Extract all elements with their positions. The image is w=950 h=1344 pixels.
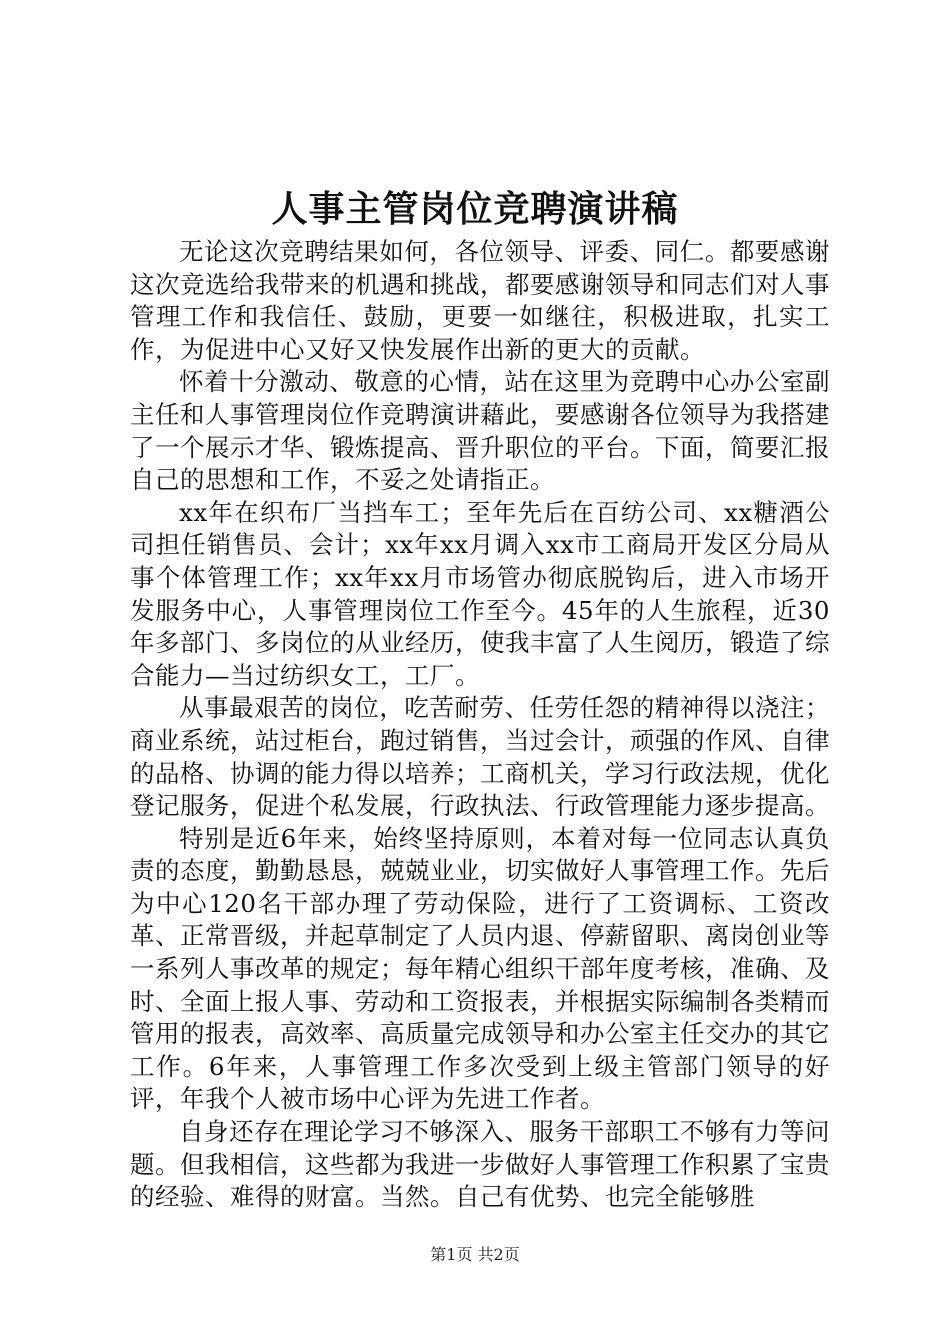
- document-body: [130, 236, 830, 1214]
- document-title: 人事主管岗位竞聘演讲稿: [271, 188, 679, 230]
- page-footer: 第1页 共2页: [430, 1245, 520, 1264]
- paragraph-1: 无论这次竞聘结果如何，各位领导、评委、同仁。都要感谢这次竞选给我带来的机遇和挑战，都要感谢领导和同志们对人事管理工作和我信任、鼓励，更要一如继往，积极进取，扎实工作，为促进中心又好又快发展作出新的更大的贡献。: [130, 237, 830, 364]
- paragraph-3: xx年在织布厂当挡车工；至年先后在百纺公司、xx糖酒公司担任销售员、会计；xx年xx月调入xx市工商局开发区分局从事个体管理工作；xx年xx月市场管办彻底脱钩后，进入市场开发服务中心，人事管理岗位工作至今。45年的人生旅程，近30年多部门、多岗位的从业经历，使我丰富了人生阅历，锻造了综合能力—当过纺织女工，工厂。: [130, 497, 830, 690]
- paragraph-2: 怀着十分激动、敬意的心情，站在这里为竞聘中心办公室副主任和人事管理岗位作竞聘演讲藉此，要感谢各位领导为我搭建了一个展示才华、锻炼提高、晋升职位的平台。下面，简要汇报自己的思想和工作，不妥之处请指正。: [130, 367, 830, 495]
- paragraph-4: 从事最艰苦的岗位，吃苦耐劳、任劳任怨的精神得以浇注；商业系统，站过柜台，跑过销售，当过会计，顽强的作风、自律的品格、协调的能力得以培养；工商机关，学习行政法规，优化登记服务，促进个私发展，行政执法、行政管理能力逐步提高。: [130, 693, 830, 821]
- paragraph-5: 特别是近6年来，始终坚持原则，本着对每一位同志认真负责的态度，勤勤恳恳，兢兢业业，切实做好人事管理工作。先后为中心120名干部办理了劳动保险，进行了工资调标、工资改革、正常晋级，并起草制定了人员内退、停薪留职、离岗创业等一系列人事改革的规定；每年精心组织干部年度考核，准确、及时、全面上报人事、劳动和工资报表，并根据实际编制各类精而管用的报表，高效率、高质量完成领导和办公室主任交办的其它工作。6年来，人事管理工作多次受到上级主管部门领导的好评，年我个人被市场中心评为先进工作者。: [130, 823, 830, 1114]
- paragraph-6: 自身还存在理论学习不够深入、服务干部职工不够有力等问题。但我相信，这些都为我进一步做好人事管理工作积累了宝贵的经验、难得的财富。当然。自己有优势、也完全能够胜: [130, 1117, 830, 1212]
